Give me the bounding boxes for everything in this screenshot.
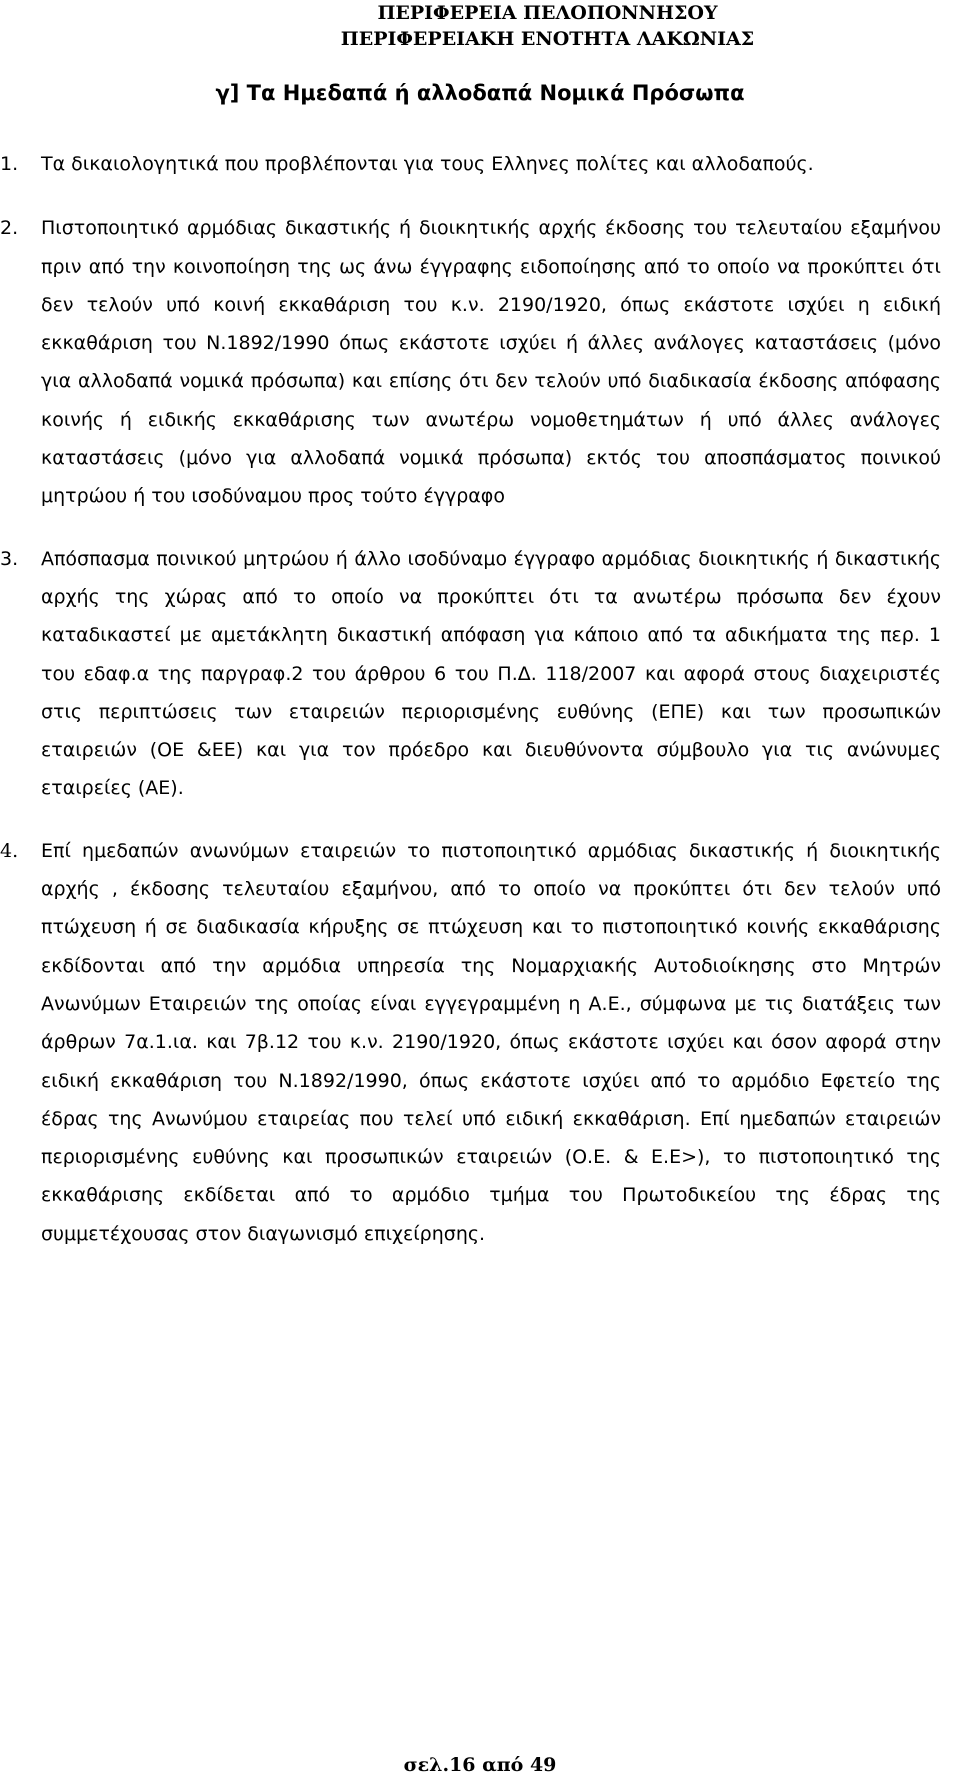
list-item-text: Επί ημεδαπών ανωνύμων εταιρειών το πιστοποιητικό αρμόδιας δικαστικής ή διοικητικής αρχής , έκδοσης τελευταίου εξαμήνου, από το οποίο να προκύπτει ότι δεν τελούν υπό πτώχευση ή σε διαδικασία κήρυξης σε πτώχευση και το πιστοποιητικό κοινής εκκαθάρισης εκδίδονται από την αρμόδια υπηρεσία της Νομαρχιακής Αυτοδιοίκησης στο Μητρών Ανωνύμων Εταιρειών της οποίας είναι εγγεγραμμένη η Α.Ε., σύμφωνα με τις διατάξεις των άρθρων 7α.1.ια. και 7β.12 του κ.ν. 2190/1920, όπως εκάστοτε ισχύει και όσον αφορά στην ειδική εκκαθάριση του Ν.1892/1990, όπως εκάστοτε ισχύει από το αρμόδιο Εφετείο της έδρας της Ανωνύμου εταιρείας που τελεί υπό ειδική εκκαθάριση. Επί ημεδαπών εταιρειών περιορισμένης ευθύνης και προσωπικών εταιρειών (Ο.Ε. & Ε.Ε>), το πιστοποιητικό της εκκαθάρισης εκδίδεται από το αρμόδιο τμήμα του Πρωτοδικείου της έδρας της συμμετέχουσας στον διαγωνισμό επιχείρησης. bbox=[41, 839, 941, 1245]
section-title: γ] Τα Ημεδαπά ή αλλοδαπά Νομικά Πρόσωπα bbox=[215, 81, 745, 105]
list-item bbox=[0, 540, 960, 808]
page-number-footer: σελ.16 από 49 bbox=[403, 1754, 557, 1776]
list-item-number: 3. bbox=[0, 547, 19, 570]
list-item-number: 4. bbox=[0, 839, 19, 862]
header-region: ΠΕΡΙΦΕΡΕΙΑ ΠΕΛΟΠΟΝΝΗΣΟΥ bbox=[377, 2, 718, 24]
list-item-text: Πιστοποιητικό αρμόδιας δικαστικής ή διοικητικής αρχής έκδοσης του τελευταίου εξαμήνου πριν από την κοινοποίηση της ως άνω έγγραφης ειδοποίησης από το οποίο να προκύπτει ότι δεν τελούν υπό κοινή εκκαθάριση του κ.ν. 2190/1920, όπως εκάστοτε ισχύει η ειδική εκκαθάριση του Ν.1892/1990 όπως εκάστοτε ισχύει ή άλλες ανάλογες καταστάσεις (μόνο για αλλοδαπά νομικά πρόσωπα) και επίσης ότι δεν τελούν υπό διαδικασία έκδοσης απόφασης κοινής ή ειδικής εκκαθάρισης των ανωτέρω νομοθετημάτων ή υπό άλλες ανάλογες καταστάσεις (μόνο για αλλοδαπά νομικά πρόσωπα) εκτός του αποσπάσματος ποινικού μητρώου ή του ισοδύναμου προς τούτο έγγραφο bbox=[41, 217, 941, 508]
document-body bbox=[0, 145, 960, 1253]
list-item-text: Τα δικαιολογητικά που προβλέπονται για τους Ελληνες πολίτες και αλλοδαπούς. bbox=[41, 153, 814, 175]
list-item bbox=[0, 145, 960, 183]
list-item-number: 2. bbox=[0, 217, 19, 240]
header-regional-unit: ΠΕΡΙΦΕΡΕΙΑΚΗ ΕΝΟΤΗΤΑ ΛΑΚΩΝΙΑΣ bbox=[340, 28, 755, 50]
document-header bbox=[0, 0, 960, 52]
list-item-number: 1. bbox=[0, 153, 19, 175]
list-item-text: Απόσπασμα ποινικού μητρώου ή άλλο ισοδύναμο έγγραφο αρμόδιας διοικητικής ή δικαστικής αρχής της χώρας από το οποίο να προκύπτει ότι τα ανωτέρω πρόσωπα δεν έχουν καταδικαστεί με αμετάκλητη δικαστική απόφαση για κάποιο από τα αδικήματα της περ. 1 του εδαφ.α της παργραφ.2 του άρθρου 6 του Π.Δ. 118/2007 και αφορά στους διαχειριστές στις περιπτώσεις των εταιρειών περιορισμένης ευθύνης (ΕΠΕ) και των προσωπικών εταιρειών (ΟΕ &ΕΕ) και για τον πρόεδρο και διευθύνοντα σύμβουλο για τις ανώνυμες εταιρείες (ΑΕ). bbox=[41, 547, 941, 800]
list-item bbox=[0, 209, 960, 515]
list-item bbox=[0, 832, 960, 1253]
